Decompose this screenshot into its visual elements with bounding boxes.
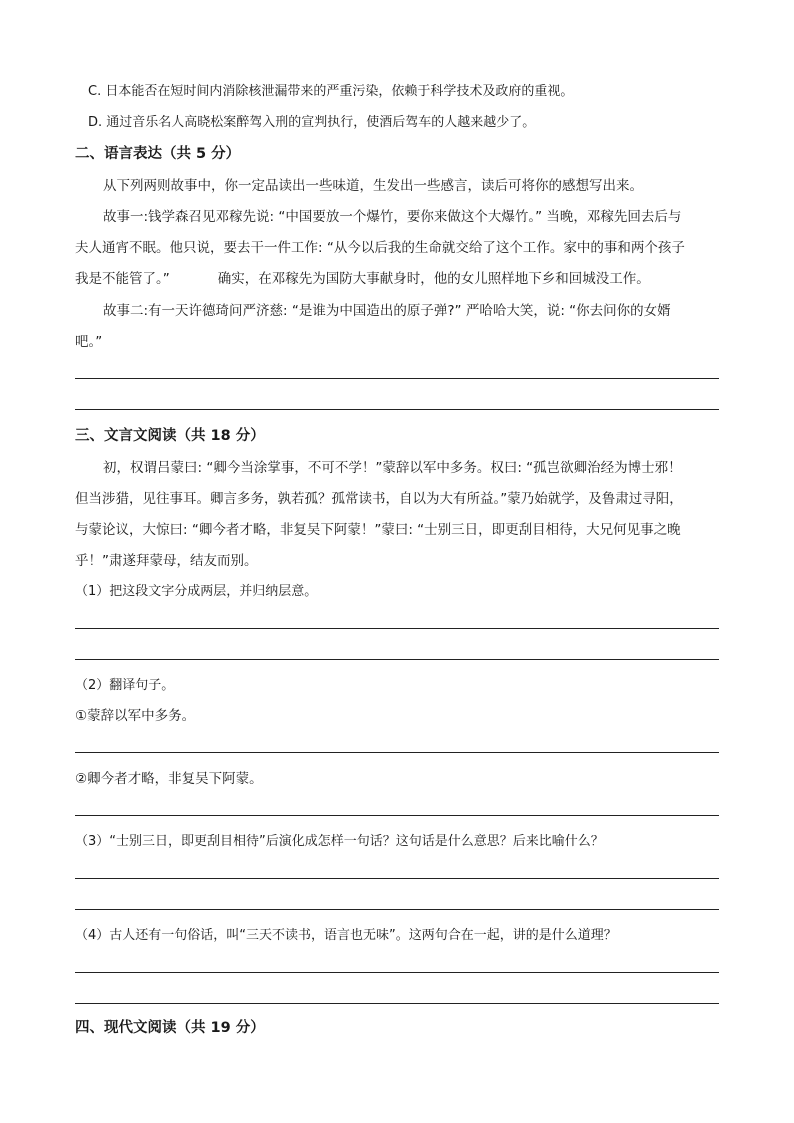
answer-line[interactable] <box>75 409 719 410</box>
story1-line2: 夫人通宵不眠。他只说，要去干一件工作: “从今以后我的生命就交给了这个工作。家中的事和两个孩子 <box>75 240 685 256</box>
question-2a: ①蒙辞以军中多务。 <box>75 708 196 724</box>
section2-heading: 二、语言表达（共 5 分） <box>75 146 241 162</box>
passage-line1: 初，权谓吕蒙曰: “卿今当涂掌事，不可不学！”蒙辞以军中多务。权曰: “孤岂欲卿治经为博士邪！ <box>103 460 682 476</box>
passage-line2: 但当涉猎，见往事耳。卿言多务，孰若孤？孤常读书，自以为大有所益。”蒙乃始就学，及鲁肃过寻阳， <box>75 491 683 507</box>
answer-line[interactable] <box>75 878 719 879</box>
story2-line2: 吧。” <box>75 334 103 350</box>
answer-line[interactable] <box>75 752 719 753</box>
story2-line1: 故事二:有一天许德琦问严济慈: “是谁为中国造出的原子弹?” 严哈哈大笑，说: “你去问你的女婿 <box>103 303 671 319</box>
answer-line[interactable] <box>75 659 719 660</box>
passage-line4: 乎！”肃遂拜蒙母，结友而别。 <box>75 553 258 569</box>
answer-line[interactable] <box>75 909 719 910</box>
section3-heading: 三、文言文阅读（共 18 分） <box>75 428 265 444</box>
option-c: C. 日本能否在短时间内消除核泄漏带来的严重污染，依赖于科学技术及政府的重视。 <box>88 84 574 99</box>
story1-line3 <box>75 269 720 289</box>
story1-line1: 故事一:钱学森召见邓稼先说: “中国要放一个爆竹，要你来做这个大爆竹。” 当晚，邓稼先回去后与 <box>103 209 682 225</box>
question-2: （2）翻译句子。 <box>75 678 175 693</box>
answer-line[interactable] <box>75 1003 719 1004</box>
passage-line3: 与蒙论议，大惊曰: “卿今者才略，非复吴下阿蒙！”蒙曰: “士别三日，即更刮目相待，大兄何见事之晚 <box>75 522 681 538</box>
section2-intro: 从下列两则故事中，你一定品读出一些味道，生发出一些感言，读后可将你的感想写出来。 <box>103 178 643 194</box>
story1-line3-quote-end: 我是不能管了。” <box>75 271 170 287</box>
question-2b: ②卿今者才略，非复吴下阿蒙。 <box>75 771 263 787</box>
answer-line[interactable] <box>75 972 719 973</box>
question-3: （3）“士别三日，即更刮目相待”后演化成怎样一句话？这句话是什么意思？后来比喻什么？ <box>75 834 604 849</box>
question-4: （4）古人还有一句俗话，叫“三天不读书，语言也无味”。这两句合在一起，讲的是什么道理？ <box>75 928 617 943</box>
story1-line3-rest: 确实，在邓稼先为国防大事献身时，他的女儿照样地下乡和回城没工作。 <box>217 271 650 287</box>
question-1: （1）把这段文字分成两层，并归纳层意。 <box>75 584 318 599</box>
answer-line[interactable] <box>75 378 719 379</box>
answer-line[interactable] <box>75 628 719 629</box>
option-d: D. 通过音乐名人高晓松案醉驾入刑的宣判执行，使酒后驾车的人越来越少了。 <box>88 115 536 130</box>
answer-line[interactable] <box>75 815 719 816</box>
section4-heading: 四、现代文阅读（共 19 分） <box>75 1020 265 1036</box>
